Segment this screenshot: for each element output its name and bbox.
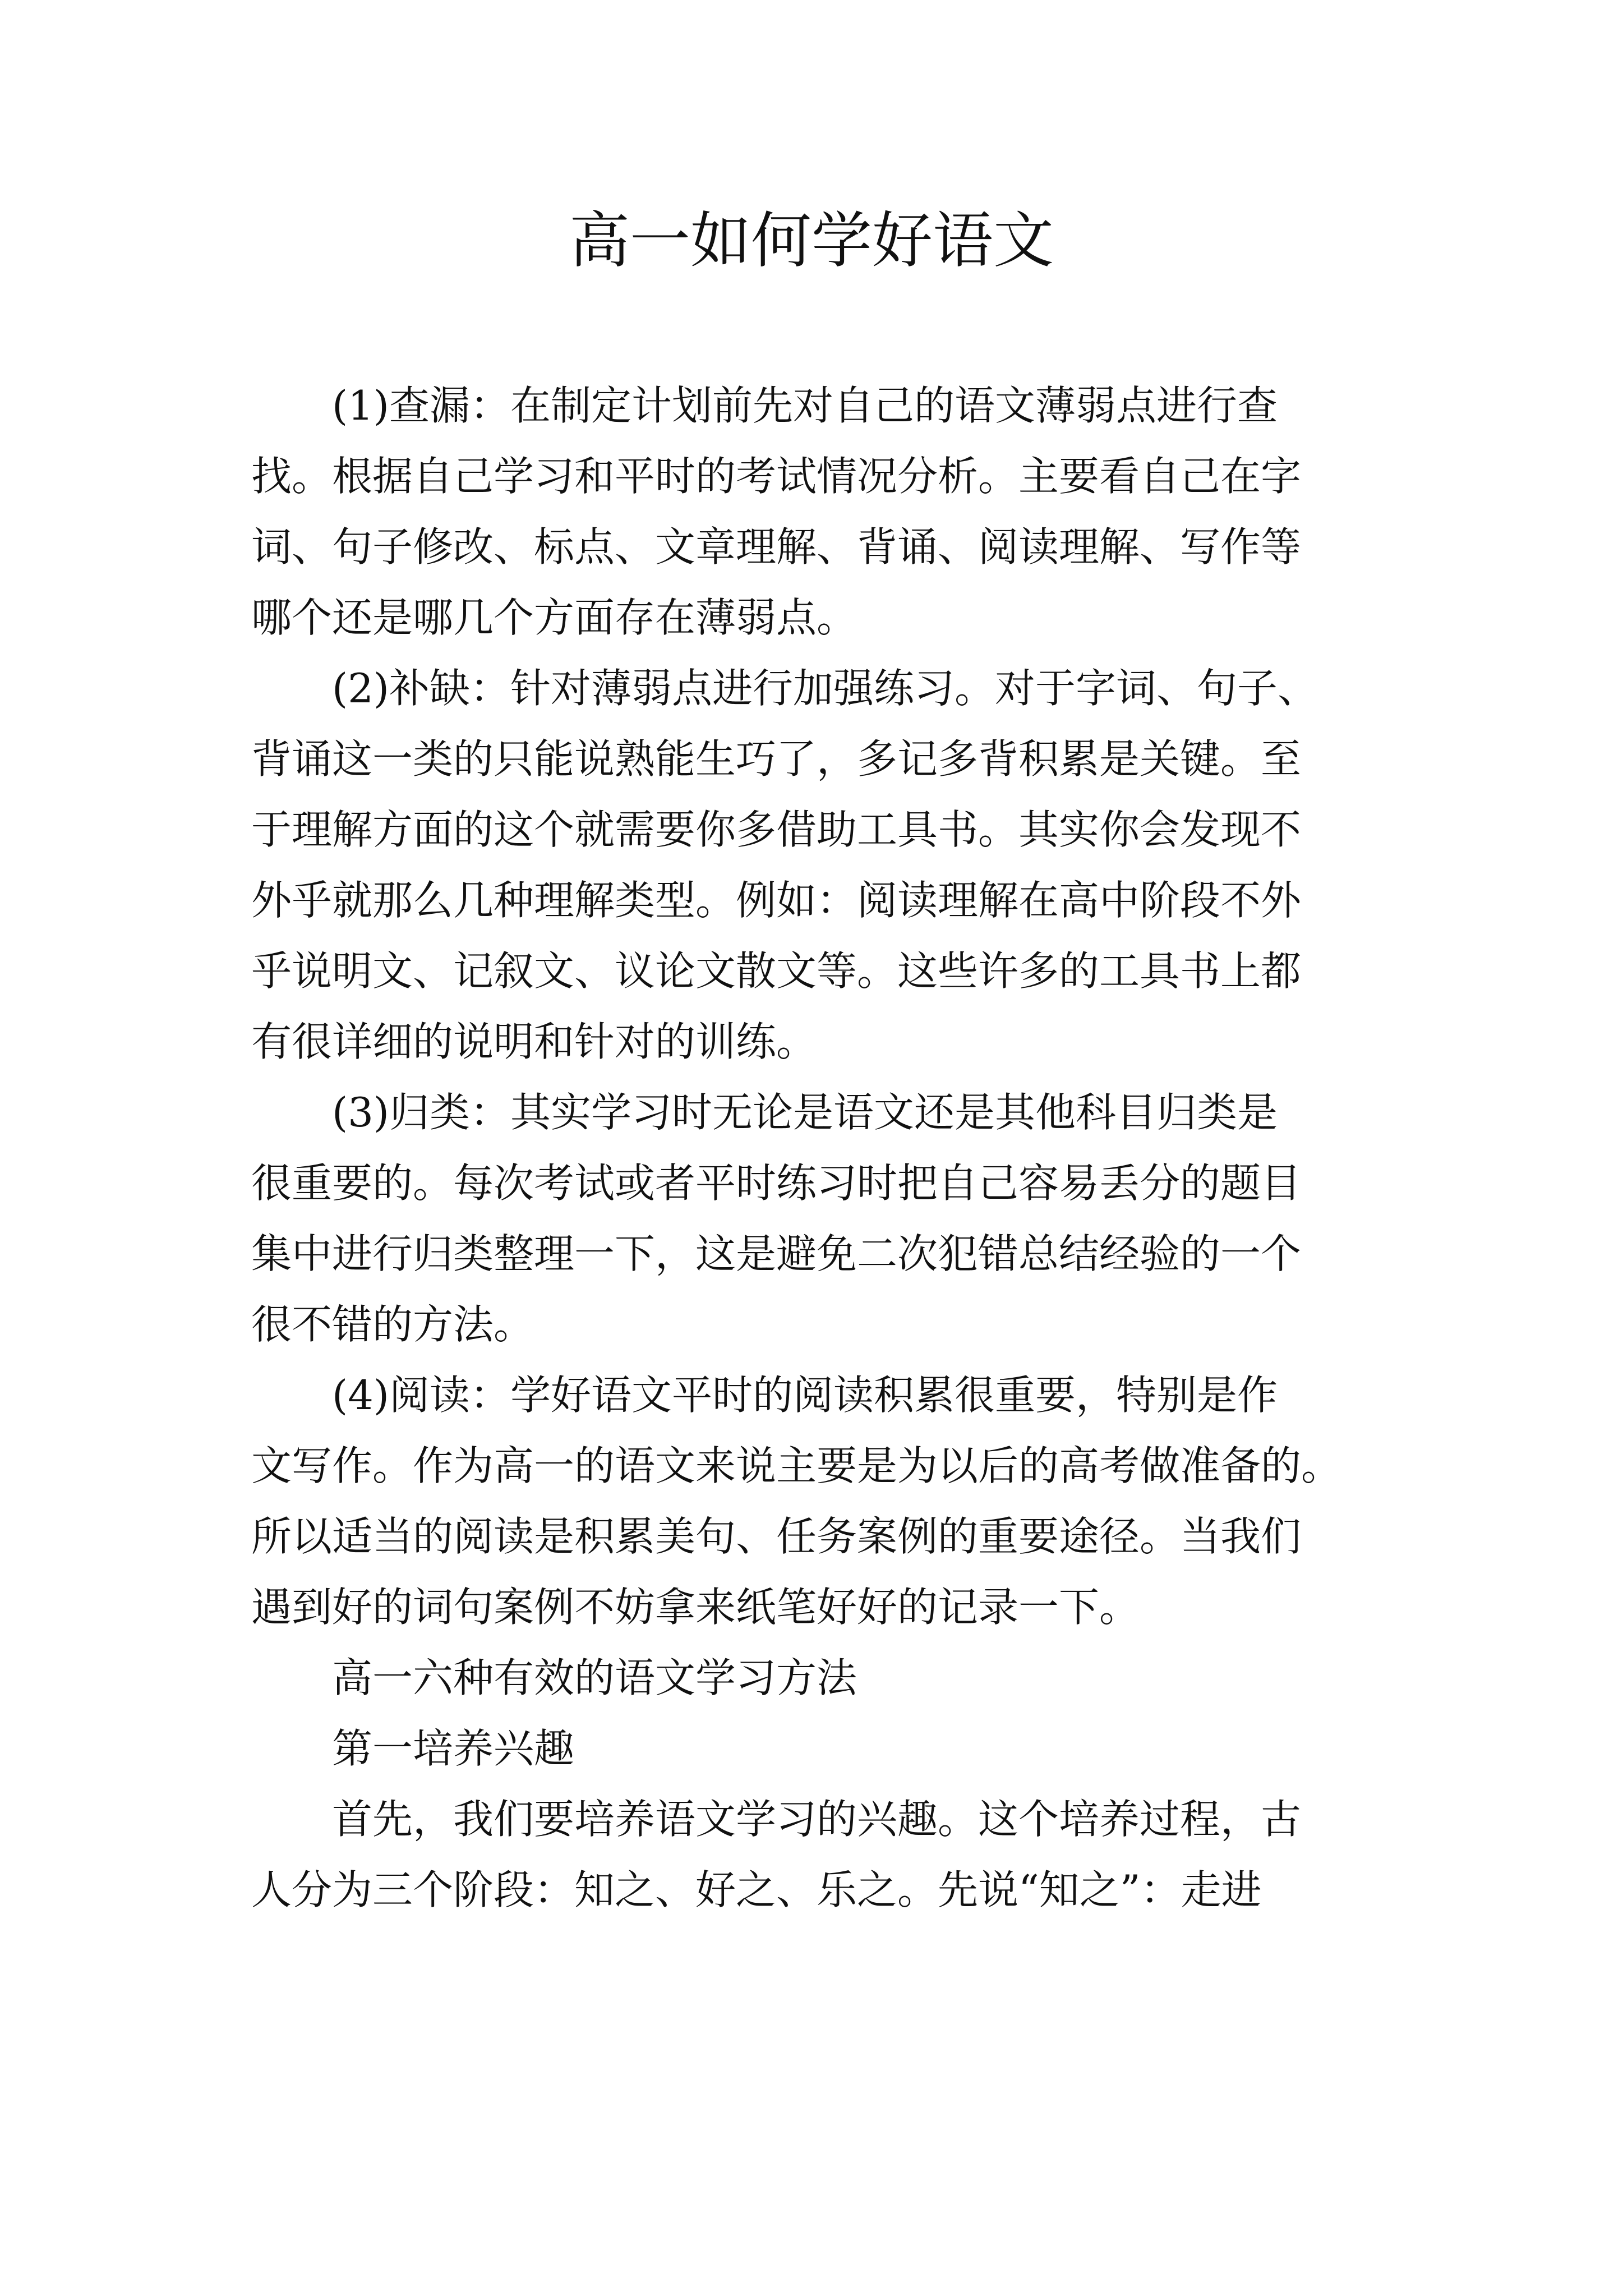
text-line: 词、句子修改、标点、文章理解、背诵、阅读理解、写作等 [251,523,1302,570]
text-line: 很重要的。每次考试或者平时练习时把自己容易丢分的题目 [251,1159,1302,1207]
paragraph [251,1077,1384,1360]
text-line: (3)归类：其实学习时无论是语文还是其他科目归类是 [332,1089,1278,1136]
paragraph [251,1360,1384,1642]
text-line: 人分为三个阶段：知之、好之、乐之。先说“知之”：走进 [251,1866,1262,1913]
paragraph [251,370,1384,653]
text-line: 高一六种有效的语文学习方法 [332,1654,857,1701]
text-line: 于理解方面的这个就需要你多借助工具书。其实你会发现不 [251,806,1302,853]
document-title: 高一如何学好语文 [569,206,1054,276]
text-line: 乎说明文、记叙文、议论文散文等。这些许多的工具书上都 [251,947,1302,995]
text-line: 遇到好的词句案例不妨拿来纸笔好好的记录一下。 [251,1584,1140,1631]
document-body [251,370,1384,1925]
text-line: 所以适当的阅读是积累美句、任务案例的重要途径。当我们 [251,1513,1302,1560]
text-line: 首先，我们要培养语文学习的兴趣。这个培养过程，古 [332,1796,1302,1843]
text-line: (4)阅读：学好语文平时的阅读积累很重要，特别是作 [332,1372,1278,1419]
paragraph [251,653,1384,1077]
paragraph [251,1713,1384,1784]
text-line: 找。根据自己学习和平时的考试情况分析。主要看自己在字 [251,453,1302,500]
paragraph [251,1642,1384,1713]
text-line: 外乎就那么几种理解类型。例如：阅读理解在高中阶段不外 [251,877,1302,924]
text-line: 第一培养兴趣 [332,1725,575,1772]
paragraph [251,1784,1384,1925]
text-line: 很不错的方法。 [251,1301,534,1348]
text-line: (2)补缺：针对薄弱点进行加强练习。对于字词、句子、 [332,665,1318,712]
text-line: 背诵这一类的只能说熟能生巧了，多记多背积累是关键。至 [251,735,1302,783]
text-line: (1)查漏：在制定计划前先对自己的语文薄弱点进行查 [332,382,1278,429]
text-line: 有很详细的说明和针对的训练。 [251,1018,817,1065]
text-line: 哪个还是哪几个方面存在薄弱点。 [251,594,857,641]
text-line: 集中进行归类整理一下，这是避免二次犯错总结经验的一个 [251,1230,1302,1277]
text-line: 文写作。作为高一的语文来说主要是为以后的高考做准备的。 [251,1442,1342,1489]
